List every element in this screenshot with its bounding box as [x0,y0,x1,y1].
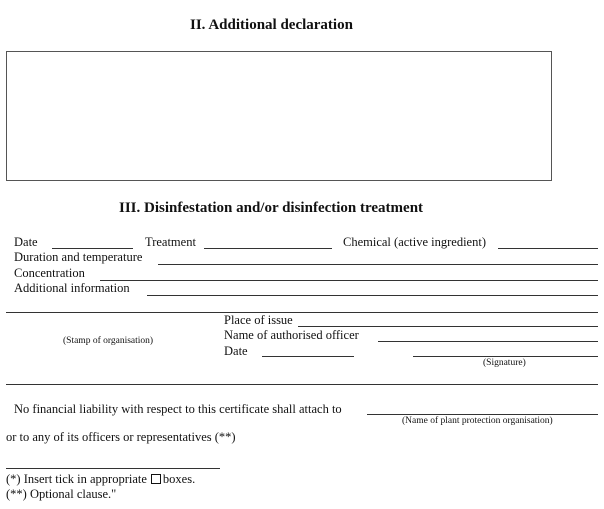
officer-label: Name of authorised officer [224,328,359,342]
duration-field[interactable] [158,264,598,265]
liability-text-2: or to any of its officers or representatives (**) [6,430,236,444]
officer-field[interactable] [378,341,598,342]
stamp-date-field[interactable] [262,356,354,357]
signature-field[interactable] [413,356,598,357]
checkbox-icon [151,474,161,484]
treatment-field[interactable] [204,248,332,249]
chemical-label: Chemical (active ingredient) [343,235,486,249]
additional-info-field[interactable] [147,295,598,296]
place-of-issue-field[interactable] [298,326,598,327]
chemical-field[interactable] [498,248,598,249]
additional-info-label: Additional information [14,281,130,295]
footnote-1 [6,472,195,486]
stamp-label: (Stamp of organisation) [63,336,154,346]
date-field[interactable] [52,248,133,249]
footnote-1-prefix: (*) Insert tick in appropriate [6,472,147,486]
separator-line-2 [6,384,598,385]
stamp-date-label: Date [224,344,248,358]
footnote-1-suffix: boxes. [162,472,196,486]
organisation-name-label: (Name of plant protection organisation) [402,416,553,426]
organisation-name-field[interactable] [367,414,598,415]
concentration-field[interactable] [100,280,598,281]
footnote-rule [6,468,220,469]
footnote-2: (**) Optional clause." [6,487,117,501]
date-label: Date [14,235,38,249]
treatment-label: Treatment [145,235,196,249]
duration-label: Duration and temperature [14,250,143,264]
place-of-issue-label: Place of issue [224,313,293,327]
separator-line [6,312,598,313]
signature-label: (Signature) [483,358,526,368]
liability-text-1: No financial liability with respect to this certificate shall attach to [14,402,342,416]
section-2-title: II. Additional declaration [190,17,353,33]
additional-declaration-box[interactable] [6,51,552,181]
concentration-label: Concentration [14,266,85,280]
section-3-title: III. Disinfestation and/or disinfection treatment [119,200,424,216]
